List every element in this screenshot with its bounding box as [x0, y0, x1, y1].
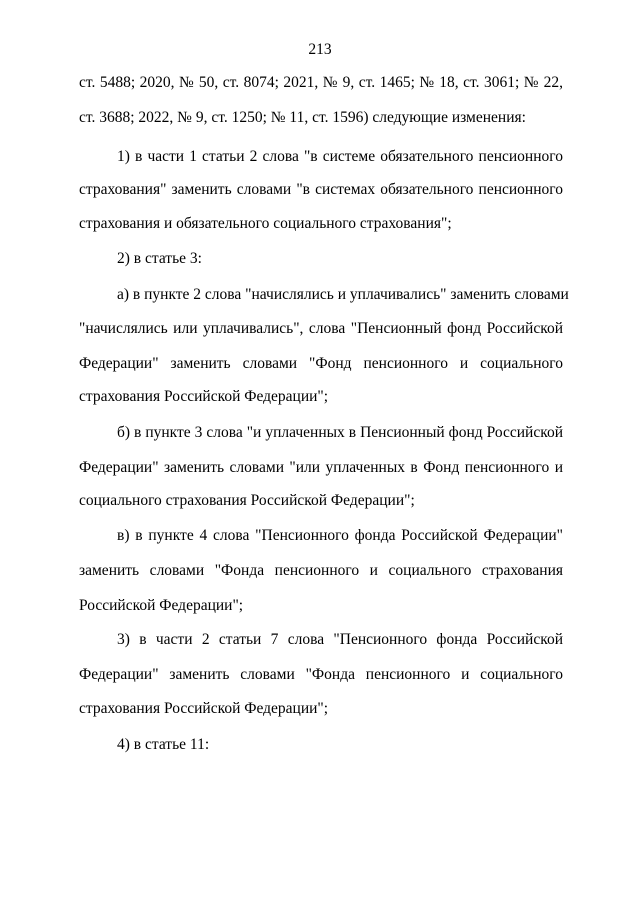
- text-line: Федерации" заменить словами "Фонда пенсионного и социального: [79, 666, 563, 683]
- page-number: 213: [308, 41, 332, 58]
- text-line: а) в пункте 2 слова "начислялись и уплачивались" заменить словами: [117, 286, 569, 303]
- text-line: б) в пункте 3 слова "и уплаченных в Пенсионный фонд Российской: [117, 424, 563, 441]
- text-line: ст. 3688; 2022, № 9, ст. 1250; № 11, ст. 1596) следующие изменения:: [79, 109, 526, 126]
- text-line: страхования и обязательного социального страхования";: [79, 215, 452, 232]
- text-line: заменить словами "Фонда пенсионного и социального страхования: [79, 562, 563, 579]
- text-line: Федерации" заменить словами "или уплаченных в Фонд пенсионного и: [79, 459, 563, 476]
- text-line: Федерации" заменить словами "Фонд пенсионного и социального: [79, 355, 563, 372]
- text-line: Российской Федерации";: [79, 597, 244, 614]
- text-line: страхования Российской Федерации";: [79, 388, 329, 405]
- text-line: страхования Российской Федерации";: [79, 700, 329, 717]
- text-line: 1) в части 1 статьи 2 слова "в системе обязательного пенсионного: [117, 148, 563, 165]
- text-line: 2) в статье 3:: [117, 250, 202, 267]
- text-line: социального страхования Российской Федерации";: [79, 492, 415, 509]
- text-line: страхования" заменить словами "в системах обязательного пенсионного: [79, 181, 563, 198]
- text-line: "начислялись или уплачивались", слова "Пенсионный фонд Российской: [79, 320, 563, 337]
- text-line: в) в пункте 4 слова "Пенсионного фонда Российской Федерации": [117, 527, 563, 544]
- text-line: 4) в статье 11:: [117, 736, 210, 753]
- text-line: 3) в части 2 статьи 7 слова "Пенсионного фонда Российской: [117, 631, 563, 648]
- text-line: ст. 5488; 2020, № 50, ст. 8074; 2021, № 9, ст. 1465; № 18, ст. 3061; № 22,: [79, 74, 563, 91]
